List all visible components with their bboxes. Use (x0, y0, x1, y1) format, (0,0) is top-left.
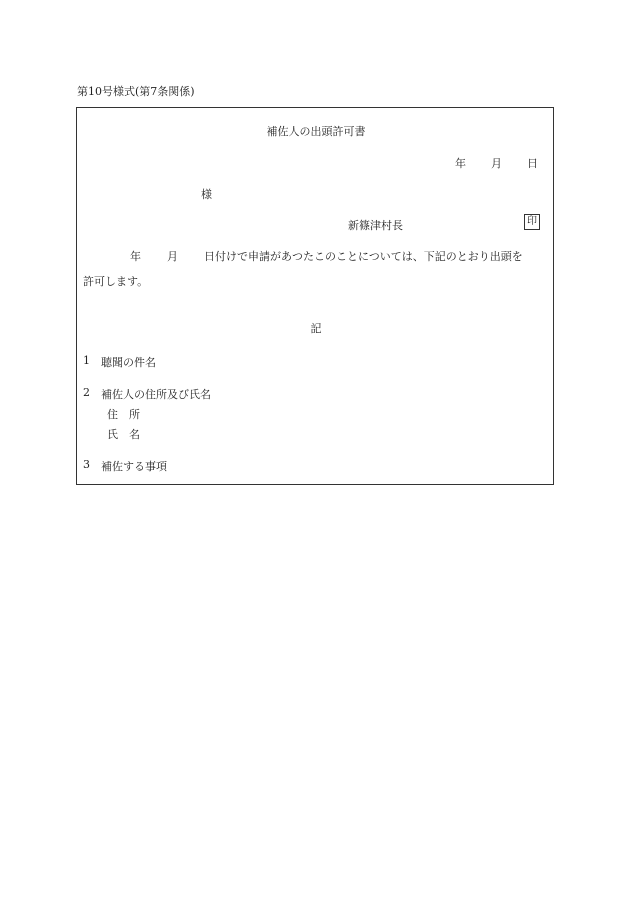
body-month-label: 月 (167, 250, 178, 263)
item-label-hearing-subject: 聴聞の件名 (101, 356, 156, 369)
permit-document-box (76, 107, 554, 485)
issuer-name: 新篠津村長 (348, 219, 403, 232)
date-day-label: 日 (527, 157, 538, 170)
item-label-assistant-address-name: 補佐人の住所及び氏名 (101, 388, 211, 401)
item-number: 3 (83, 458, 90, 471)
address-label: 住 所 (107, 408, 140, 421)
date-year-label: 年 (455, 157, 466, 170)
date-month-label: 月 (491, 157, 502, 170)
name-label: 氏 名 (107, 428, 140, 441)
item-number: 1 (83, 354, 90, 367)
body-text-line1: 日付けで申請があつたこのことについては、下記のとおり出頭を (204, 250, 523, 263)
seal-mark: 印 (524, 214, 540, 230)
ki-heading: 記 (310, 322, 322, 335)
body-text-line2: 許可します。 (83, 275, 149, 288)
form-number-label: 第10号様式(第7条関係) (77, 85, 195, 98)
addressee-suffix: 様 (201, 188, 212, 201)
item-number: 2 (83, 386, 90, 399)
body-year-label: 年 (130, 250, 141, 263)
document-title: 補佐人の出頭許可書 (266, 125, 366, 138)
item-label-assistance-matters: 補佐する事項 (101, 460, 167, 473)
